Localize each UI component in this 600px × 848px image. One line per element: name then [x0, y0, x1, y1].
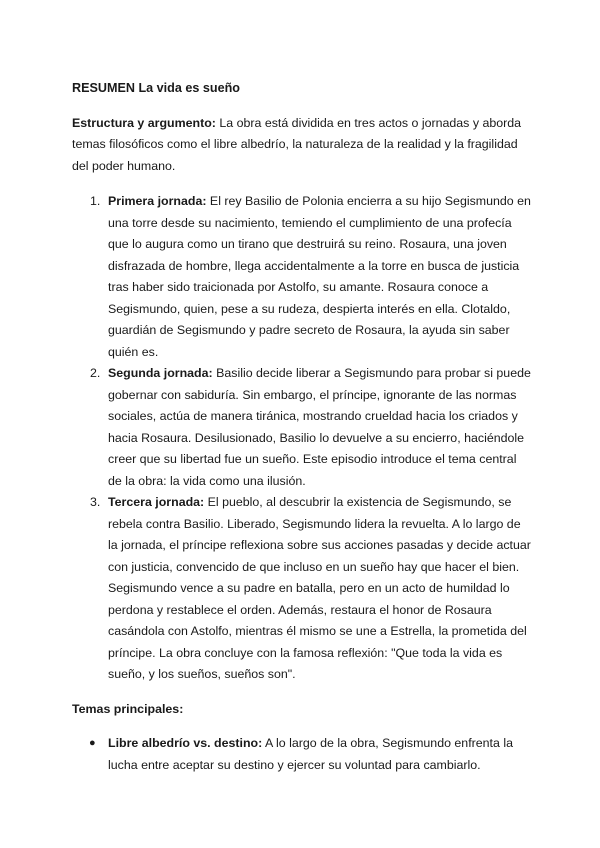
themes-heading: Temas principales: [72, 701, 184, 716]
theme-label: Libre albedrío vs. destino: [108, 736, 263, 750]
document-title: RESUMEN La vida es sueño [72, 81, 240, 95]
bullet-icon: ● [89, 737, 96, 749]
act-label: Primera jornada: [108, 194, 207, 208]
theme-item-1 [72, 733, 532, 776]
document-page [72, 78, 532, 776]
act-text: Basilio decide liberar a Segismundo para probar si puede gobernar con sabiduría. Sin embargo, el príncipe, ignorante de las normas sociales, actúa de manera tiránica, mostrando crueldad hacia los criados y hacia Rosaura. Desilusionado, Basilio lo devuelve a su encierro, haciéndole creer que su libertad fue un sueño. Este episodio introduce el tema central de la obra: la vida como una ilusión. [108, 366, 531, 488]
act-number: 1. [90, 194, 101, 208]
themes-list [72, 733, 532, 776]
act-item-2 [72, 363, 532, 492]
act-number: 3. [90, 495, 101, 509]
act-item-1 [72, 191, 532, 363]
act-item-3 [72, 492, 532, 686]
act-label: Segunda jornada: [108, 366, 213, 380]
theme-text: A lo largo de la obra, Segismundo enfrenta la lucha entre aceptar su destino y ejercer su voluntad para cambiarlo. [108, 736, 513, 772]
act-label: Tercera jornada: [108, 495, 205, 509]
intro-text: La obra está dividida en tres actos o jornadas y aborda temas filosóficos como el libre albedrío, la naturaleza de la realidad y la fragilidad del poder humano. [72, 115, 522, 173]
intro-label: Estructura y argumento: [72, 115, 216, 130]
act-number: 2. [90, 366, 101, 380]
intro-paragraph [72, 113, 532, 178]
act-text: El pueblo, al descubrir la existencia de Segismundo, se rebela contra Basilio. Liberado, Segismundo lidera la revuelta. A lo largo de la jornada, el príncipe reflexiona sobre sus acciones pasadas y decide actuar con justicia, convencido de que incluso en un sueño hay que hacer el bien. Segismundo vence a su padre en batalla, pero en un acto de humildad lo perdona y restablece el orden. Además, restaura el honor de Rosaura casándola con Astolfo, mientras él mismo se une a Estrella, la prometida del príncipe. La obra concluye con la famosa reflexión: "Que toda la vida es sueño, y los sueños, sueños son". [108, 495, 531, 681]
act-text: El rey Basilio de Polonia encierra a su hijo Segismundo en una torre desde su nacimiento, temiendo el cumplimiento de una profecía que lo augura como un tirano que destruirá su reino. Rosaura, una joven disfrazada de hombre, llega accidentalmente a la torre en busca de justicia tras haber sido traicionada por Astolfo, su amante. Rosaura conoce a Segismundo, quien, pese a su rudeza, despierta interés en ella. Clotaldo, guardián de Segismundo y padre secreto de Rosaura, la ayuda sin saber quién es. [108, 194, 531, 359]
acts-list [72, 191, 532, 686]
